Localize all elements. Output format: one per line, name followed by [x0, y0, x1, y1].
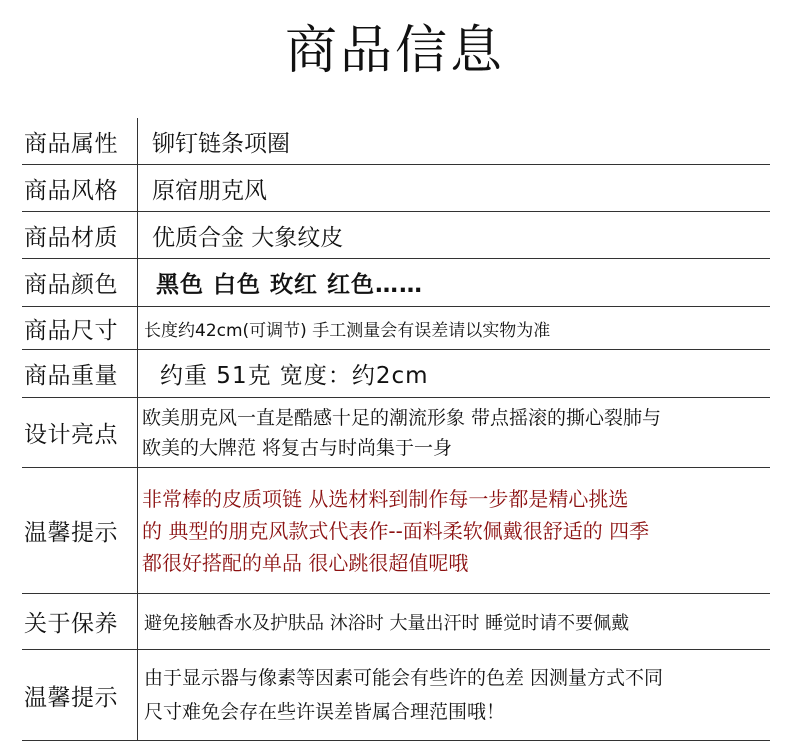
spec-row-weight: [22, 350, 770, 398]
design-line-1: 欧美朋克风一直是酷感十足的潮流形象 带点摇滚的撕心裂肺与: [142, 406, 662, 429]
page-title: 商品信息: [284, 21, 505, 81]
row-label-material: 商品材质: [22, 212, 138, 258]
row-label-design: 设计亮点: [22, 398, 138, 467]
spec-row-notice: [22, 650, 770, 741]
row-value-style: 原宿朋克风: [152, 177, 267, 204]
tip-line-2: 的 典型的朋克风款式代表作--面料柔软佩戴很舒适的 四季: [142, 518, 650, 543]
notice-line-1: 由于显示器与像素等因素可能会有些许的色差 因测量方式不同: [144, 667, 664, 689]
row-value-attribute: 铆钉链条项圈: [152, 130, 290, 157]
spec-row-material: [22, 212, 770, 259]
row-value-notice: [138, 650, 770, 740]
spec-row-attribute: [22, 118, 770, 165]
row-label-color: 商品颜色: [22, 259, 138, 306]
row-label-style: 商品风格: [22, 165, 138, 211]
row-label-weight: 商品重量: [22, 350, 138, 397]
row-value-size: 长度约42cm(可调节) 手工测量会有误差请以实物为准: [144, 320, 551, 341]
row-label-attribute: 商品属性: [22, 118, 138, 164]
row-label-care: 关于保养: [22, 594, 138, 649]
row-value-tip: [138, 468, 770, 593]
notice-line-2: 尺寸难免会存在些许误差皆属合理范围哦！: [144, 701, 506, 723]
spec-row-design: [22, 398, 770, 468]
row-value-material: 优质合金 大象纹皮: [152, 224, 344, 251]
row-label-notice: 温馨提示: [22, 650, 138, 740]
row-value-color: 黑色 白色 玫红 红色……: [156, 272, 424, 298]
row-value-care: 避免接触香水及护肤品 沐浴时 大量出汗时 睡觉时请不要佩戴: [144, 612, 630, 634]
design-line-2: 欧美的大牌范 将复古与时尚集于一身: [142, 436, 453, 459]
tip-line-3: 都很好搭配的单品 很心跳很超值呢哦: [142, 550, 469, 575]
spec-row-size: [22, 307, 770, 350]
row-label-tip: 温馨提示: [22, 468, 138, 593]
spec-row-style: [22, 165, 770, 212]
row-value-weight: 约重 51克 宽度：约2cm: [160, 363, 429, 389]
spec-row-color: [22, 259, 770, 307]
spec-table: [22, 118, 770, 741]
tip-line-1: 非常棒的皮质项链 从选材料到制作每一步都是精心挑选: [142, 486, 629, 511]
row-label-size: 商品尺寸: [22, 307, 138, 349]
row-value-design: [138, 398, 770, 467]
spec-row-tip: [22, 468, 770, 594]
spec-row-care: [22, 594, 770, 650]
